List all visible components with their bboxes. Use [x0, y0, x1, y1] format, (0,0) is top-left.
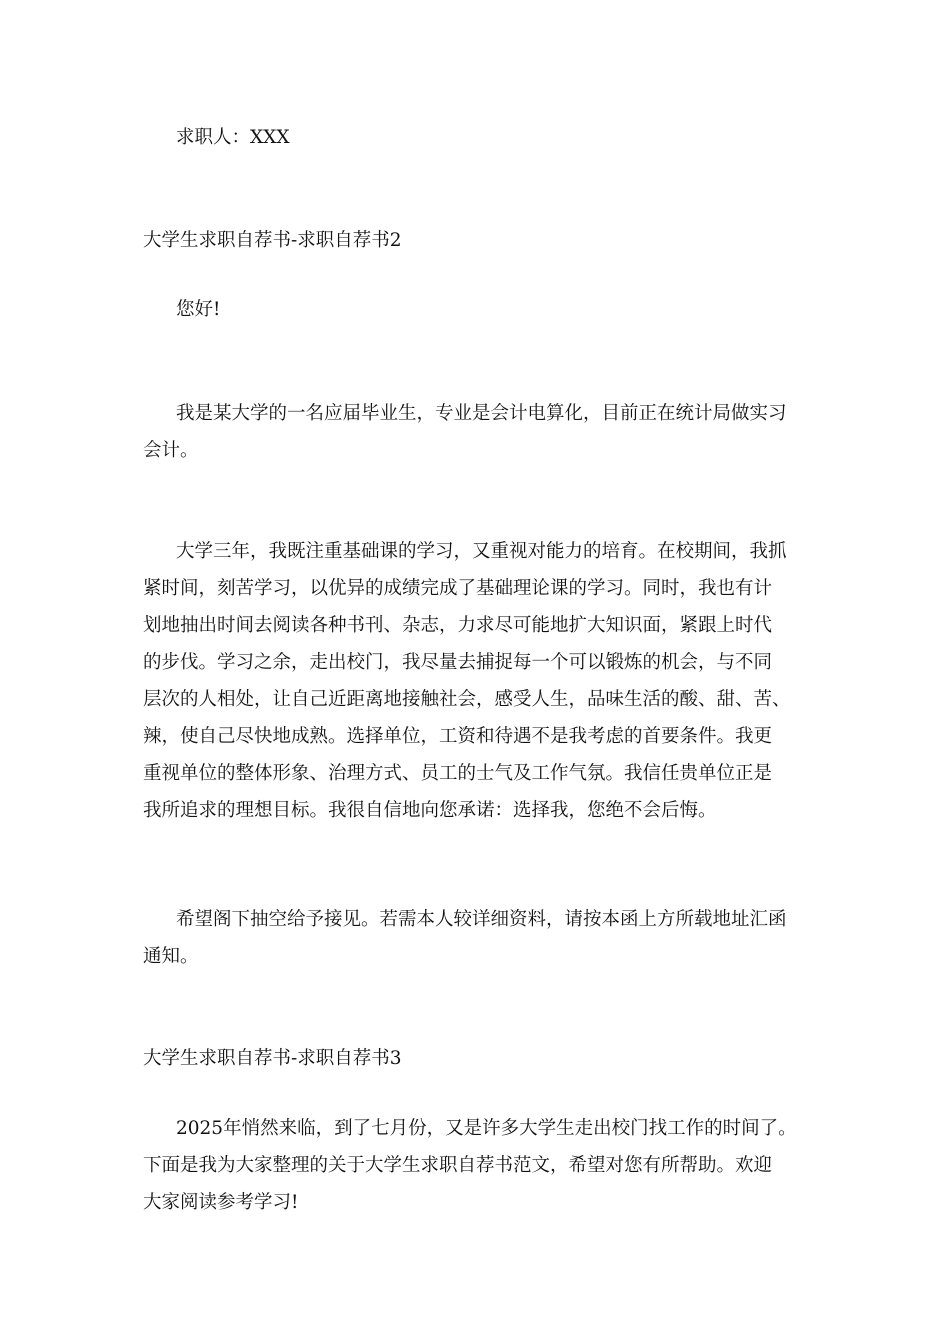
section3-paragraph-1 — [143, 1110, 808, 1221]
signature-text: 求职人：XXX — [176, 127, 290, 148]
greeting-text: 您好! — [176, 299, 221, 320]
paragraph-line: 层次的人相处，让自己近距离地接触社会，感受人生，品味生活的酸、甜、苦、 — [143, 689, 791, 710]
paragraph-line: 重视单位的整体形象、治理方式、员工的士气及工作气氛。我信任贵单位正是 — [143, 763, 773, 784]
paragraph-line: 大学三年，我既注重基础课的学习，又重视对能力的培育。在校期间，我抓 — [176, 541, 787, 562]
section3-title-text: 大学生求职自荐书-求职自荐书3 — [143, 1048, 402, 1069]
paragraph-line: 我所追求的理想目标。我很自信地向您承诺：选择我，您绝不会后悔。 — [143, 800, 717, 821]
paragraph-line: 大家阅读参考学习! — [143, 1192, 299, 1213]
section2-paragraph-1 — [143, 395, 808, 469]
section2-title-text: 大学生求职自荐书-求职自荐书2 — [143, 230, 402, 251]
paragraph-line: 下面是我为大家整理的关于大学生求职自荐书范文，希望对您有所帮助。欢迎 — [143, 1155, 773, 1176]
paragraph-line: 我是某大学的一名应届毕业生，专业是会计电算化，目前正在统计局做实习 — [176, 403, 787, 424]
paragraph-line: 会计。 — [143, 440, 199, 461]
section2-paragraph-2 — [143, 533, 808, 829]
paragraph-line: 希望阁下抽空给予接见。若需本人较详细资料，请按本函上方所载地址汇函 — [176, 909, 787, 930]
signature-line — [143, 119, 808, 156]
section2-greeting — [143, 291, 808, 328]
section2-paragraph-3 — [143, 901, 808, 975]
paragraph-line: 紧时间，刻苦学习，以优异的成绩完成了基础理论课的学习。同时，我也有计 — [143, 578, 773, 599]
paragraph-line: 辣，使自己尽快地成熟。选择单位，工资和待遇不是我考虑的首要条件。我更 — [143, 726, 773, 747]
section3-title — [143, 1040, 808, 1077]
section2-title — [143, 222, 808, 259]
paragraph-line: 2025年悄然来临，到了七月份，又是许多大学生走出校门找工作的时间了。 — [176, 1118, 797, 1139]
paragraph-line: 通知。 — [143, 946, 199, 967]
paragraph-line: 的步伐。学习之余，走出校门，我尽量去捕捉每一个可以锻炼的机会，与不同 — [143, 652, 773, 673]
paragraph-line: 划地抽出时间去阅读各种书刊、杂志，力求尽可能地扩大知识面，紧跟上时代 — [143, 615, 773, 636]
